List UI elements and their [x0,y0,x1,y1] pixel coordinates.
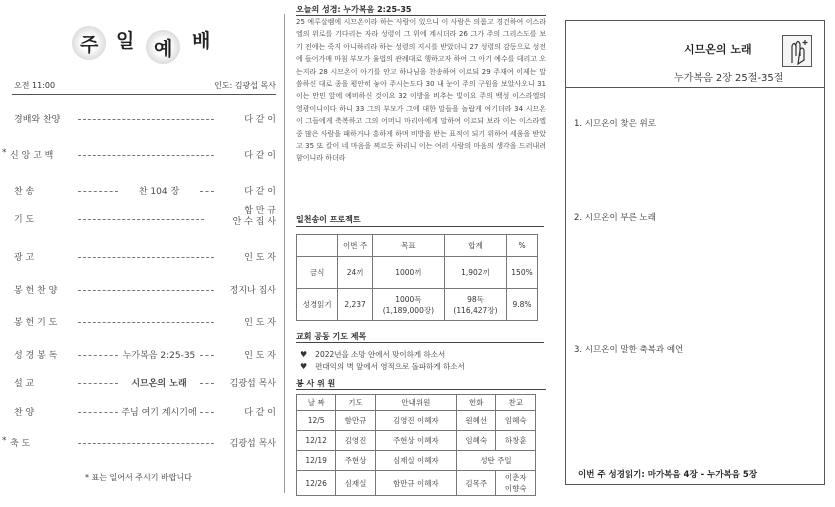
table-cell: 2,237 [338,289,373,321]
table-cell [496,471,536,496]
order-item [14,112,276,126]
order-person: 인 도 자 [244,318,276,328]
order-item [14,376,276,390]
leader-dots [78,257,214,258]
table-header-cell [297,235,338,257]
table-cell: 김목주 [457,471,496,496]
table-cell: 12/26 [297,471,336,496]
project-heading: 일천송이 프로젝트 [296,215,361,224]
order-item [2,436,276,450]
order-label: 성 경 봉 독 [14,351,58,361]
table-header-cell: 헌화 [457,395,496,411]
order-item [14,315,276,329]
prayer-item: ♥ 2022년을 소망 안에서 맞이하게 하소서 [300,350,446,359]
leader-dots [78,322,214,323]
leader-dots [78,155,214,156]
order-item [14,184,276,198]
project-table [296,234,538,321]
worship-title [68,24,258,64]
service-info [14,80,276,91]
divider [566,87,824,88]
leader-dots [78,219,204,220]
table-cell: 1000끼 [372,257,444,289]
table-header-cell: 이번 주 [338,235,373,257]
order-of-worship-panel [0,0,282,507]
leader-dots [200,191,214,192]
table-cell: 주현상 이혜자 [375,431,456,451]
order-person: 김광섭 목사 [229,439,276,449]
standing-mark: * [2,436,7,446]
column-divider [284,14,285,493]
table-row [297,471,536,496]
table-header-cell: 안내위원 [375,395,456,411]
duty-table [296,394,536,496]
table-cell: 함만규 이혜자 [375,471,456,496]
table-cell: 12/19 [297,451,336,471]
table-cell: 12/12 [297,431,336,451]
table-cell-line: (1,189,000장) [382,305,435,315]
heart-icon: ♥ [300,362,308,371]
order-person: 다 같 이 [244,115,276,125]
order-label: 봉 헌 기 도 [14,318,58,328]
order-detail: 주님 여기 계시기에 [121,408,197,418]
table-cell: 성경읽기 [297,289,338,321]
table-row [297,431,536,451]
praying-hands-icon [782,35,812,67]
order-label: 찬 양 [14,408,35,418]
leader-dots [200,383,214,384]
table-cell [444,289,506,321]
table-cell: 김영진 [336,431,375,451]
order-label: 신 앙 고 백 [10,151,54,161]
table-cell: 임혜숙 [457,431,496,451]
scripture-heading: 오늘의 성경: 누가복음 2:25-35 [296,5,412,14]
table-cell-line: 이향숙 [504,484,527,493]
divider [12,94,276,95]
service-time: 오전 11:00 [14,81,56,90]
table-cell: 1,902끼 [444,257,506,289]
table-header-cell: 목표 [372,235,444,257]
table-row [297,289,538,321]
order-person-line: 함 만 규 [244,206,276,216]
divider [296,342,544,343]
table-cell: 심재실 [336,471,375,496]
table-cell: 150% [507,257,538,289]
table-cell: 함만규 [336,411,375,431]
sermon-point: 2. 시므온이 부른 노래 [574,213,656,223]
order-item [2,148,276,162]
table-cell: 12/5 [297,411,336,431]
table-cell: 김영진 이혜자 [375,411,456,431]
order-person: 다 같 이 [244,408,276,418]
announcements-panel [290,0,552,507]
table-cell: 9.8% [507,289,538,321]
title-char: 일 [116,30,135,52]
table-cell-line: 이춘자 [504,473,527,482]
order-person: 정지나 집사 [229,286,276,296]
sermon-point: 3. 시므온이 말한 축복과 예언 [574,345,684,355]
table-header-cell: 기도 [336,395,375,411]
leader-dots [78,119,214,120]
scripture-text: 25 예루살렘에 시므온이라 하는 사람이 있으니 이 사람은 의롭고 경건하여 이스라엘의 위로를 기다리는 자라 성령이 그 위에 계시더라 26 그가 주의 그리스도를 보기 전에는 죽지 아니하리라 하는 성령의 지시를 받았더니 27 성령의 감동으로 성전에 들어가매 마침 부모가 율법의 관례대로 행하고자 하여 그 아기 예수를 데리고 오는지라 28 시므온이 아기를 안고 하나님을 찬송하여 이르되 29 주재여 이제는 말씀하신 대로 종을 평안히 놓아 주시는도다 30 내 눈이 주의 구원을 보았사오니 31 이는 만민 앞에 예비하신 것이요 32 이방을 비추는 빛이요 주의 백성 이스라엘의 영광이니이다 하니 33 그의 부모가 그에 대한 말들을 놀랍게 여기더라 34 시므온이 그들에게 축복하고 그의 어머니 마리아에게 말하여 이르되 보라 이는 이스라엘 중 많은 사람을 패하거나 흥하게 하며 비방을 받는 표적이 되기 위하여 세움을 받았고 35 또 칼이 네 마음을 찌르듯 하리니 이는 여러 사람의 마음의 생각을 드러내려 함이니라 하더라 [296,18,546,163]
order-item [14,348,276,362]
leader-dots [200,355,214,356]
order-item [14,405,276,419]
table-cell: 성탄 주일 [457,451,536,471]
order-label: 축 도 [10,439,31,449]
prayer-item: ♥ 편대익의 벽 앞에서 영적으로 돌파하게 하소서 [300,362,465,371]
table-cell: 24끼 [338,257,373,289]
heart-icon: ♥ [300,350,308,359]
order-label: 기 도 [14,215,35,225]
table-row [297,451,536,471]
table-row [297,411,536,431]
table-cell: 주현상 [336,451,375,471]
order-detail: 시므온의 노래 [131,379,187,389]
table-cell-line: 98독 [467,294,484,304]
order-person [233,206,276,228]
reading-plan-text: 이번 주 성경읽기: 마가복음 4장 - 누가복음 5장 [578,470,758,480]
title-char: 주 [80,34,99,56]
order-label: 찬 송 [14,187,35,197]
order-person: 인 도 자 [244,253,276,263]
sermon-notes-panel [565,20,825,485]
table-header-cell: 합계 [444,235,506,257]
leader-dots [78,443,214,444]
order-item [14,283,276,297]
table-cell [372,289,444,321]
order-label: 설 교 [14,379,35,389]
order-item [14,206,276,227]
table-header-cell: 날 짜 [297,395,336,411]
table-header-cell: 찬교 [496,395,536,411]
order-label: 경배와 찬양 [14,115,61,125]
order-item [14,250,276,264]
table-header-cell: % [507,235,538,257]
order-detail: 찬 104 장 [138,187,180,197]
sermon-passage: 누가복음 2장 25절-35절 [674,73,784,84]
leader-dots [200,412,214,413]
table-cell: 원혜선 [457,411,496,431]
divider [296,389,546,390]
table-cell-line: (116,427장) [453,305,498,315]
table-row [297,257,538,289]
service-leader: 인도: 김광섭 목사 [214,81,276,90]
standing-mark: * [2,148,7,158]
table-cell: 임혜숙 [496,411,536,431]
table-cell: 하창훈 [496,431,536,451]
duty-heading: 봉 사 위 원 [296,379,336,388]
title-char: 배 [192,30,211,52]
table-cell-line: 1000독 [395,294,422,304]
table-cell: 금식 [297,257,338,289]
order-person: 다 같 이 [244,187,276,197]
leader-dots [78,290,214,291]
sermon-point: 1. 시므온이 찾은 위로 [574,119,656,129]
standing-footnote: * 표는 일어서 주시기 바랍니다 [85,473,192,482]
order-label: 광 고 [14,253,35,263]
divider [296,226,544,227]
order-person: 김광섭 목사 [229,379,276,389]
title-char: 예 [154,38,173,60]
table-cell: 심재실 이혜자 [375,451,456,471]
order-person: 다 같 이 [244,151,276,161]
order-label: 봉 헌 찬 양 [14,286,58,296]
order-person: 인 도 자 [244,351,276,361]
sermon-title: 시므온의 노래 [684,43,752,56]
order-person-line: 안 수 집 사 [232,217,276,227]
order-detail: 누가복음 2:25-35 [122,351,196,361]
prayer-heading: 교회 공동 기도 제목 [296,332,367,341]
